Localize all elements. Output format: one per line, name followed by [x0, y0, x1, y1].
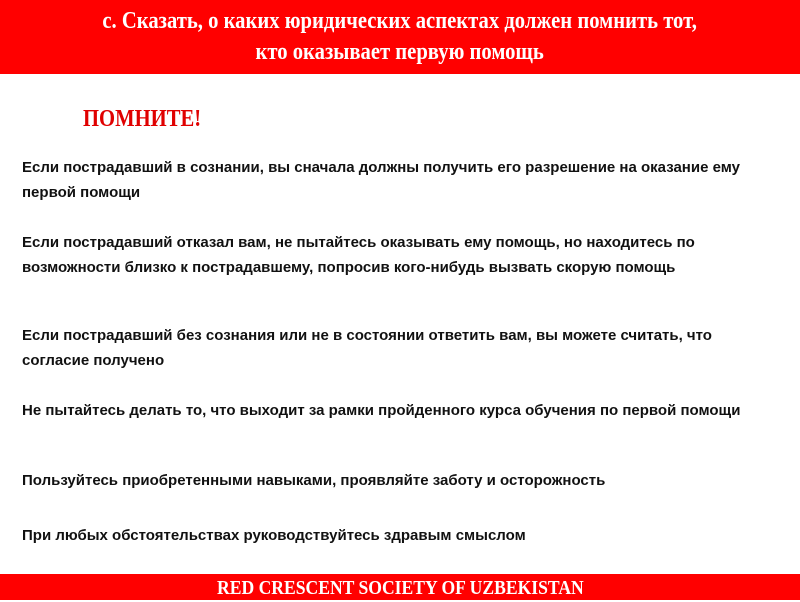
- paragraph-common-sense: При любых обстоятельствах руководствуйтесь здравым смыслом: [22, 527, 526, 544]
- remember-heading: ПОМНИТЕ!: [83, 106, 202, 132]
- slide-footer: [0, 574, 800, 600]
- title-line-1: с. Сказать, о каких юридических аспектах должен помнить тот,: [102, 8, 698, 34]
- slide-header: [0, 0, 800, 74]
- paragraph-consent: Если пострадавший в сознании, вы сначала должны получить его разрешение на оказание ему первой помощи: [22, 159, 740, 201]
- paragraph-unconscious: Если пострадавший без сознания или не в состоянии ответить вам, вы можете считать, что согласие получено: [22, 327, 712, 369]
- paragraph-refusal: Если пострадавший отказал вам, не пытайтесь оказывать ему помощь, но находитесь по возможности близко к пострадавшему, попросив кого-нибудь вызвать скорую помощь: [22, 234, 695, 276]
- footer-organization: RED CRESCENT SOCIETY OF UZBEKISTAN: [216, 577, 584, 599]
- paragraph-skills: Пользуйтесь приобретенными навыками, проявляйте заботу и осторожность: [22, 472, 606, 489]
- title-line-2: кто оказывает первую помощь: [255, 39, 545, 65]
- slide-title: [103, 6, 697, 68]
- paragraph-training-limits: Не пытайтесь делать то, что выходит за рамки пройденного курса обучения по первой помощи: [22, 402, 741, 419]
